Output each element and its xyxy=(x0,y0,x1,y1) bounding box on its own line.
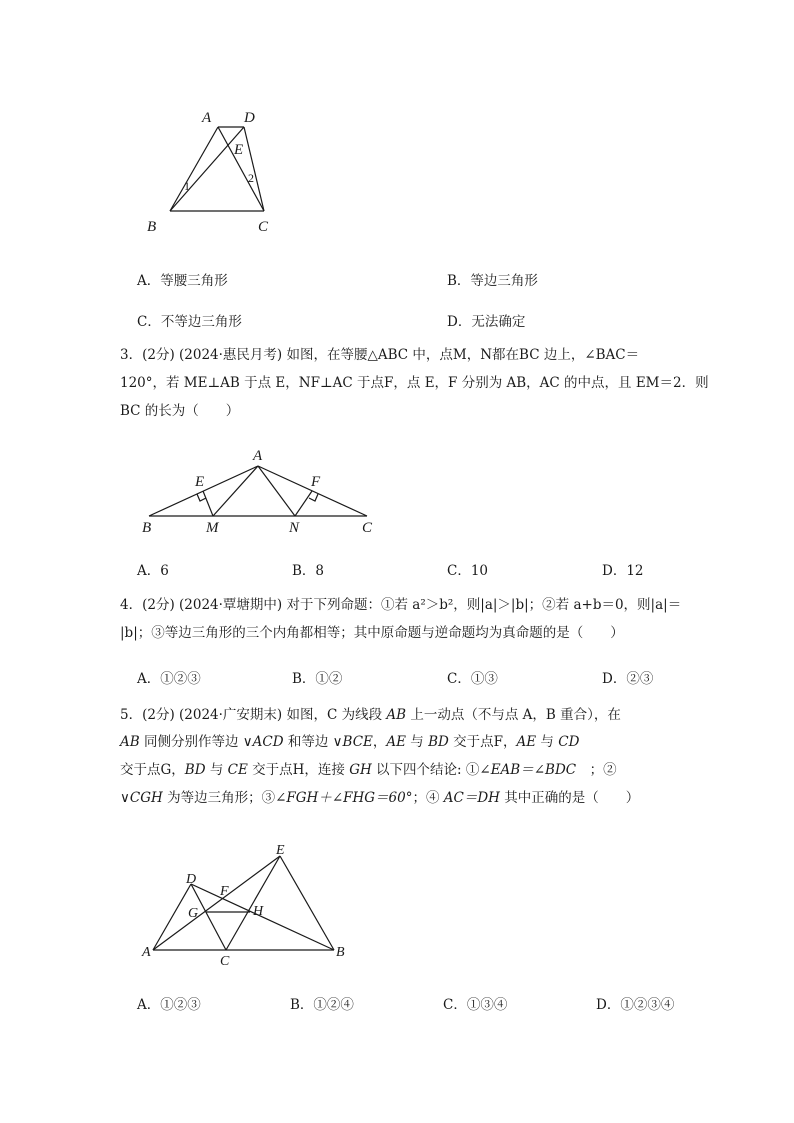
q5-l4-math-angle-sum: ∠FGH＋∠FHG＝60° xyxy=(275,790,413,806)
q2-segment-DC xyxy=(244,127,264,211)
q5-label-H: H xyxy=(253,904,264,919)
q5-l2-text-l: 与 xyxy=(536,734,559,750)
q3-label-F: F xyxy=(311,474,321,490)
q5-l1-text-c: 上一动点（不与点 A，B 重合），在 xyxy=(406,707,621,723)
q2-option-c[interactable]: C．不等边三角形 xyxy=(137,314,242,330)
q5-l1-text-a: 5．(2分) (2024·广安期末) 如图，C 为线段 xyxy=(120,707,387,723)
q5-segment-AD xyxy=(153,884,191,950)
q5-stem-line-4 xyxy=(120,792,639,806)
q5-l2-text-d: 和等边 xyxy=(283,734,333,750)
q4-option-b[interactable]: B．①② xyxy=(292,671,343,687)
q5-label-E: E xyxy=(276,843,285,858)
q3-label-A: A xyxy=(253,448,263,464)
q3-label-N: N xyxy=(289,520,300,536)
q5-l2-math-bce: ∨BCE xyxy=(332,734,373,750)
q5-l4-text-d: ；④ xyxy=(412,790,444,806)
q5-stem-line-3 xyxy=(120,764,617,778)
q3-segment-EM xyxy=(203,491,213,516)
q5-l4-text-b: 为等边三角形；③ xyxy=(162,790,276,806)
q5-l2-math-bd: BD xyxy=(428,734,449,750)
q5-stem-line-2 xyxy=(120,736,579,750)
q3-segment-FN xyxy=(295,491,312,516)
q5-label-A: A xyxy=(142,945,151,960)
q3-stem-line-1: 3．(2分) (2024·惠民月考) 如图，在等腰△ABC 中，点M，N都在BC 边上，∠BAC＝ xyxy=(120,347,640,363)
q4-option-c[interactable]: C．①③ xyxy=(447,671,498,687)
q5-l4-math-cgh: ∨CGH xyxy=(120,790,163,806)
q3-option-c[interactable]: C．10 xyxy=(447,563,489,579)
q4-stem-line-1: 4．(2分) (2024·覃塘期中) 对于下列命题：①若 a²＞b²，则|a|＞|b|；②若 a+b＝0，则|a|＝ xyxy=(120,597,682,613)
q3-stem-line-3: BC 的长为（ ） xyxy=(120,403,240,419)
q3-label-C: C xyxy=(362,520,373,536)
q5-l2-text-j: 交于点F， xyxy=(448,734,517,750)
q5-option-c[interactable]: C．①③④ xyxy=(443,997,508,1013)
q2-segment-AC xyxy=(218,127,264,211)
q2-segment-BD xyxy=(170,127,244,211)
q2-option-a[interactable]: A．等腰三角形 xyxy=(137,273,228,289)
q2-figure xyxy=(140,100,290,240)
q4-stem-line-2: |b|；③等边三角形的三个内角都相等；其中原命题与逆命题均为真命题的是（ ） xyxy=(120,625,624,641)
q5-l3-text-e: 交于点H，连接 xyxy=(247,762,350,778)
q2-label-D: D xyxy=(244,110,255,126)
q5-label-B: B xyxy=(336,945,345,960)
q5-segment-AE xyxy=(153,856,280,950)
q5-l3-math-ce: CE xyxy=(227,762,248,778)
q5-l2-math-cd: CD xyxy=(558,734,580,750)
q5-l2-math-ae: AE xyxy=(386,734,407,750)
q5-l3-math-angle-eq: ∠EAB＝∠BDC xyxy=(479,762,577,778)
q5-l3-math-bd: BD xyxy=(184,762,206,778)
q5-l3-text-g: 以下四个结论: ① xyxy=(371,762,480,778)
q5-label-C: C xyxy=(220,954,230,969)
q5-l2-math-acd: ∨ACD xyxy=(242,734,284,750)
q2-label-A: A xyxy=(202,110,212,126)
q2-angle-2-label: 2 xyxy=(248,171,254,185)
q5-l4-text-f: 其中正确的是（ ） xyxy=(499,790,640,806)
q5-option-a[interactable]: A．①②③ xyxy=(137,997,201,1013)
q4-option-a[interactable]: A．①②③ xyxy=(137,671,201,687)
q5-l2-text-f: ， xyxy=(372,734,387,750)
q5-label-D: D xyxy=(186,872,197,887)
q3-stem-line-2: 120°，若 ME⊥AB 于点 E，NF⊥AC 于点F，点 E，F 分别为 AB，AC 的中点，且 EM＝2．则 xyxy=(120,375,709,391)
q3-option-b[interactable]: B．8 xyxy=(292,563,325,579)
q2-label-C: C xyxy=(258,219,269,235)
q5-l3-text-i: ；② xyxy=(576,762,617,778)
q5-label-G: G xyxy=(188,906,199,921)
q3-option-d[interactable]: D．12 xyxy=(602,563,644,579)
q5-option-b[interactable]: B．①②④ xyxy=(290,997,354,1013)
q5-l3-text-a: 交于点G， xyxy=(120,762,185,778)
q5-l2-text-h: 与 xyxy=(406,734,429,750)
q2-label-B: B xyxy=(147,219,157,235)
q3-segment-AM xyxy=(213,466,258,516)
q3-segment-AN xyxy=(258,466,295,516)
q5-option-d[interactable]: D．①②③④ xyxy=(596,997,675,1013)
q5-figure xyxy=(138,835,363,970)
q5-l2-math-ae-2: AE xyxy=(516,734,537,750)
q2-option-d[interactable]: D．无法确定 xyxy=(447,314,526,330)
q3-figure xyxy=(135,440,385,540)
q4-option-d[interactable]: D．②③ xyxy=(602,671,654,687)
q3-label-M: M xyxy=(206,520,219,536)
q5-l2-text-b: 同侧分别作等边 xyxy=(139,734,243,750)
q2-label-E: E xyxy=(234,142,244,158)
q2-angle-1-label: 1 xyxy=(184,179,190,193)
q5-l3-text-c: 与 xyxy=(205,762,228,778)
q2-option-b[interactable]: B．等边三角形 xyxy=(447,273,538,289)
q5-segment-CE xyxy=(226,856,280,950)
q5-label-F: F xyxy=(220,884,229,899)
q5-segment-EB xyxy=(280,856,334,950)
q3-right-angle-mark-F xyxy=(309,494,318,501)
q5-l1-math-ab: AB xyxy=(386,707,407,723)
q5-l4-math-ac-dh: AC＝DH xyxy=(443,790,500,806)
q3-option-a[interactable]: A．6 xyxy=(137,563,169,579)
q5-stem-line-1 xyxy=(120,709,621,723)
q3-label-E: E xyxy=(195,474,205,490)
q2-segment-AB xyxy=(170,127,218,211)
q3-label-B: B xyxy=(142,520,152,536)
q5-l3-math-gh: GH xyxy=(349,762,372,778)
q5-l2-math-ab: AB xyxy=(120,734,140,750)
